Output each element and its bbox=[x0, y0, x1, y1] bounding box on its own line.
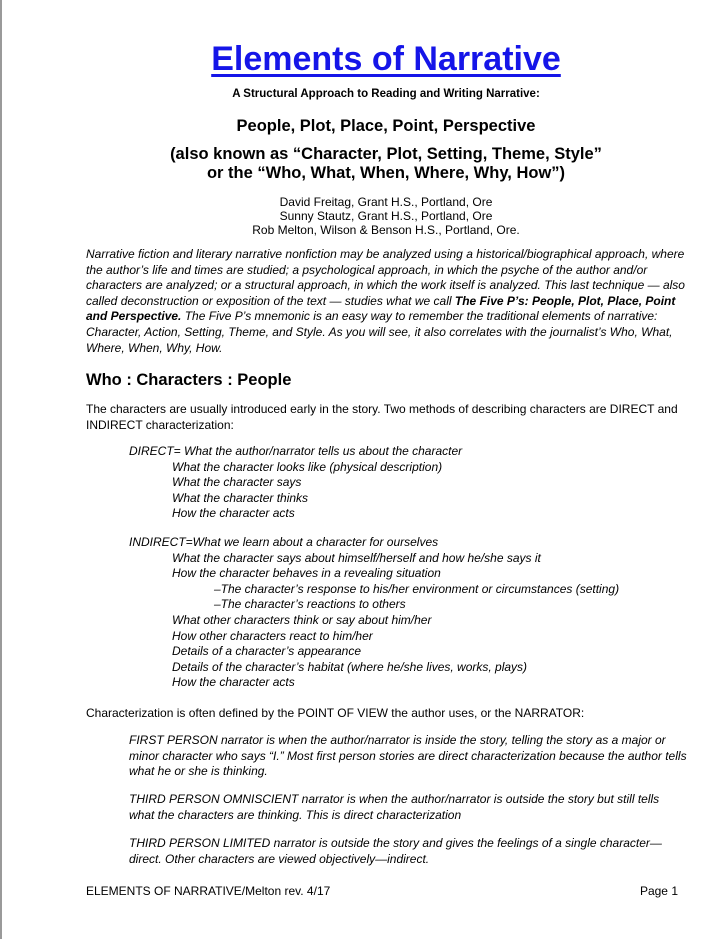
list-item: What other characters think or say about him/her bbox=[172, 612, 432, 627]
five-ps-bold: The Five P’s: People, Plot, Place, Point and Perspective. bbox=[86, 293, 676, 324]
author-line: Rob Melton, Wilson & Benson H.S., Portland, Ore. bbox=[252, 223, 520, 237]
pov-third-limited: THIRD PERSON LIMITED narrator is outside the story and gives the feelings of a single character—direct. Other characters are viewed objectively—indirect. bbox=[129, 836, 662, 866]
section-heading: Who : Characters : People bbox=[86, 371, 292, 389]
list-item: How the character acts bbox=[172, 675, 295, 690]
page-footer bbox=[86, 884, 678, 898]
indirect-list bbox=[86, 535, 686, 691]
list-item: What the character thinks bbox=[172, 490, 309, 505]
heading-also-known-as: (also known as “Character, Plot, Setting, Theme, Style” bbox=[170, 145, 602, 163]
indirect-label: INDIRECT=What we learn about a character for ourselves bbox=[129, 535, 439, 549]
list-item: Details of the character’s habitat (where he/she lives, works, plays) bbox=[172, 659, 528, 674]
list-item: How the character acts bbox=[172, 506, 295, 521]
author-line: Sunny Stautz, Grant H.S., Portland, Ore bbox=[279, 209, 493, 223]
list-item: How other characters react to him/her bbox=[172, 628, 373, 643]
section-intro: The characters are usually introduced early in the story. Two methods of describing characters are DIRECT and INDIRECT characterization: bbox=[86, 402, 678, 432]
direct-label: DIRECT= What the author/narrator tells us about the character bbox=[129, 444, 463, 458]
list-item: How the character behaves in a revealing situation bbox=[172, 566, 441, 581]
list-item: Details of a character’s appearance bbox=[172, 644, 361, 659]
direct-list bbox=[86, 444, 686, 522]
list-item: What the character says bbox=[172, 475, 302, 490]
page-number: Page 1 bbox=[639, 884, 678, 898]
footer-title: ELEMENTS OF NARRATIVE/Melton rev. 4/17 bbox=[86, 884, 331, 898]
heading-who-what: or the “Who, What, When, Where, Why, How”) bbox=[206, 164, 566, 182]
sub-list-item: –The character’s response to his/her environment or circumstances (setting) bbox=[214, 581, 620, 596]
list-item: What the character says about himself/herself and how he/she says it bbox=[172, 550, 541, 565]
intro-paragraph: Narrative fiction and literary narrative nonfiction may be analyzed using a historical/biographical approach, where the author’s life and times are studied; a psychological approach, in which the psyche of the author and/or characters are analyzed; or a structural approach, in which the work itself is analyzed. This last technique — also called deconstruction or exposition of the text — studies what we call The Five P’s: People, Plot, Place, Point and Perspective. The Five P’s mnemonic is an easy way to remember the traditional elements of narrative: Character, Action, Setting, Theme, and Style. As you will see, it also correlates with the journalist’s Who, What, Where, When, Why, How. bbox=[86, 247, 685, 355]
document-title: Elements of Narrative bbox=[211, 40, 561, 78]
document-subtitle: A Structural Approach to Reading and Writing Narrative: bbox=[232, 88, 540, 100]
page-edge-line bbox=[0, 0, 2, 939]
author-line: David Freitag, Grant H.S., Portland, Ore bbox=[279, 195, 493, 209]
pov-first-person: FIRST PERSON narrator is when the author/narrator is inside the story, telling the story as a major or minor character who says “I.” Most first person stories are direct characterization because the author tells what he or she is thinking. bbox=[129, 733, 687, 779]
pov-intro: Characterization is often defined by the POINT OF VIEW the author uses, or the NARRATOR: bbox=[86, 706, 585, 720]
list-item: What the character looks like (physical description) bbox=[172, 459, 443, 474]
heading-five-ps: People, Plot, Place, Point, Perspective bbox=[236, 117, 536, 135]
pov-third-omniscient: THIRD PERSON OMNISCIENT narrator is when the author/narrator is outside the story but still tells what the characters are thinking. This is direct characterization bbox=[129, 792, 660, 822]
authors-block bbox=[86, 195, 686, 237]
sub-list-item: –The character’s reactions to others bbox=[214, 597, 406, 612]
